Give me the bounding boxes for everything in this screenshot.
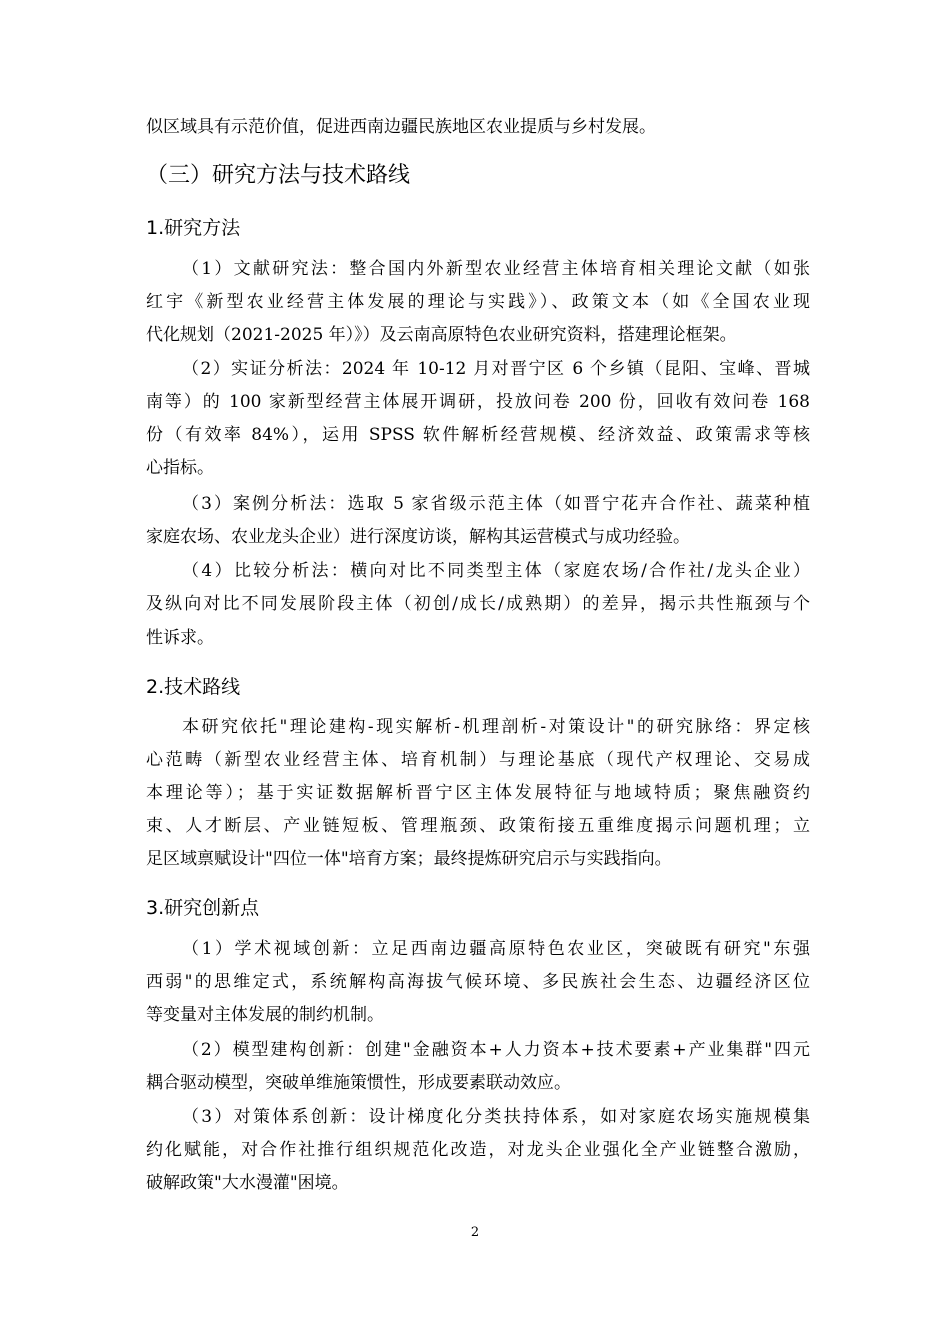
paragraph-line: （2）模型建构创新：创建"金融资本+人力资本+技术要素+产业集群"四元	[182, 1040, 810, 1060]
paragraph-line: （1）文献研究法：整合国内外新型农业经营主体培育相关理论文献（如张	[182, 259, 810, 279]
paragraph-line: 南等）的 100 家新型经营主体展开调研，投放问卷 200 份，回收有效问卷 168	[146, 392, 810, 412]
paragraph-line: 束、人才断层、产业链短板、管理瓶颈、政策衔接五重维度揭示问题机理；立	[146, 816, 810, 836]
paragraph-line: 红宇《新型农业经营主体发展的理论与实践》）、政策文本（如《全国农业现	[146, 292, 810, 312]
paragraph-line: 等变量对主体发展的制约机制。	[146, 1005, 384, 1025]
page-number: 2	[470, 1225, 480, 1240]
paragraph-line: 本理论等）；基于实证数据解析晋宁区主体发展特征与地域特质；聚焦融资约	[146, 783, 810, 803]
subheading-research-methods: 1.研究方法	[146, 217, 241, 239]
paragraph-line: 及纵向对比不同发展阶段主体（初创/成长/成熟期）的差异，揭示共性瓶颈与个	[146, 594, 810, 614]
paragraph-line: 心指标。	[146, 458, 214, 478]
paragraph-line: （2）实证分析法：2024 年 10-12 月对晋宁区 6 个乡镇（昆阳、宝峰、晋城	[182, 359, 810, 379]
paragraph-line: 代化规划（2021-2025 年）》）及云南高原特色农业研究资料，搭建理论框架。	[146, 325, 737, 345]
paragraph-line: 破解政策"大水漫灌"困境。	[146, 1173, 349, 1193]
paragraph-line: 西弱"的思维定式，系统解构高海拔气候环境、多民族社会生态、边疆经济区位	[146, 972, 810, 992]
continued-text-line: 似区域具有示范价值，促进西南边疆民族地区农业提质与乡村发展。	[146, 117, 656, 137]
paragraph-line: 耦合驱动模型，突破单维施策惯性，形成要素联动效应。	[146, 1073, 571, 1093]
paragraph-line: （3）案例分析法：选取 5 家省级示范主体（如晋宁花卉合作社、蔬菜种植	[182, 494, 810, 514]
subheading-technical-route: 2.技术路线	[146, 676, 241, 698]
section-heading: （三）研究方法与技术路线	[146, 163, 411, 188]
paragraph-line: 足区域禀赋设计"四位一体"培育方案；最终提炼研究启示与实践指向。	[146, 849, 672, 869]
paragraph-line: 家庭农场、农业龙头企业）进行深度访谈，解构其运营模式与成功经验。	[146, 527, 690, 547]
paragraph-line: 心范畴（新型农业经营主体、培育机制）与理论基底（现代产权理论、交易成	[146, 750, 810, 770]
paragraph-line: （4）比较分析法：横向对比不同类型主体（家庭农场/合作社/龙头企业）	[182, 561, 810, 581]
paragraph-line: 约化赋能，对合作社推行组织规范化改造，对龙头企业强化全产业链整合激励，	[146, 1140, 810, 1160]
paragraph-line: 性诉求。	[146, 628, 214, 648]
paragraph-line: 本研究依托"理论建构-现实解析-机理剖析-对策设计"的研究脉络：界定核	[182, 717, 810, 737]
paragraph-line: （1）学术视域创新：立足西南边疆高原特色农业区，突破既有研究"东强	[182, 939, 810, 959]
subheading-innovation-points: 3.研究创新点	[146, 897, 260, 919]
paragraph-line: 份（有效率 84%），运用 SPSS 软件解析经营规模、经济效益、政策需求等核	[146, 425, 810, 445]
paragraph-line: （3）对策体系创新：设计梯度化分类扶持体系，如对家庭农场实施规模集	[182, 1107, 810, 1127]
